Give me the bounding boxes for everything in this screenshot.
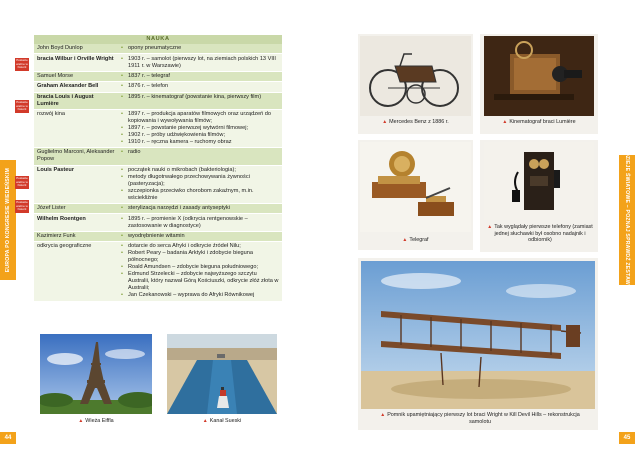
- telegraph-caption-text: Telegraf: [409, 237, 429, 243]
- left-chapter-tab: [0, 160, 16, 280]
- person-name: bracia Louis i August Lumière: [34, 92, 118, 109]
- table-row: [34, 148, 282, 165]
- lumiere-caption-text: Kinematograf braci Lumière: [509, 119, 576, 125]
- lumiere-photo: [484, 36, 594, 116]
- achievements-cell: [118, 54, 282, 71]
- table-row: [34, 44, 282, 54]
- achievements-cell: [118, 148, 282, 165]
- person-name: bracia Wilbur i Orville Wright: [34, 54, 118, 71]
- achievement-item: • 1903 r. – samolot (pierwszy lot, na ziemiach polskich 13 VIII 1911 r. w Warszawie): [121, 56, 279, 70]
- table-row: [34, 92, 282, 109]
- triangle-icon: ▲: [202, 418, 208, 424]
- telegraph-caption: [360, 237, 471, 244]
- eiffel-tower-photo: [40, 334, 152, 414]
- benz-caption: [360, 119, 471, 126]
- achievement-item: • 1897 r. – powstanie pierwszej wytwórni filmowej;: [121, 125, 279, 132]
- margin-label: Postacie ważne w historii: [16, 200, 28, 211]
- telephone-photo: [484, 142, 594, 220]
- achievement-item: • 1876 r. – telefon: [121, 83, 279, 90]
- person-name: Józef Lister: [34, 204, 118, 214]
- person-name: John Boyd Dunlop: [34, 44, 118, 54]
- wright-caption: [380, 412, 580, 425]
- science-table: [34, 35, 282, 302]
- triangle-icon: ▲: [502, 119, 508, 125]
- triangle-icon: ▲: [78, 418, 84, 424]
- achievement-item: • początek nauki o mikrobach (bakteriologia);: [121, 167, 279, 174]
- achievements-cell: [118, 71, 282, 81]
- person-name: Wilhelm Roentgen: [34, 214, 118, 231]
- achievements-cell: [118, 82, 282, 92]
- triangle-icon: ▲: [380, 412, 386, 418]
- achievements-cell: [118, 165, 282, 203]
- triangle-icon: ▲: [382, 119, 388, 125]
- right-chapter-tab: [619, 140, 635, 300]
- achievements-cell: [118, 44, 282, 54]
- telegraph-photo: [360, 142, 471, 232]
- achievement-item: • 1902 r. – próby udźwiękowienia filmów;: [121, 132, 279, 139]
- triangle-icon: ▲: [487, 224, 493, 230]
- achievements-cell: [118, 231, 282, 241]
- table-row: [34, 165, 282, 203]
- person-name: Samuel Morse: [34, 71, 118, 81]
- achievements-cell: [118, 214, 282, 231]
- achievement-item: • Roald Amundsen – zdobycie bieguna południowego;: [121, 264, 279, 271]
- margin-label: Postacie ważne w historii: [16, 100, 28, 111]
- wright-caption-text: Pomnik upamiętniający pierwszy lot braci Wright w Kill Devil Hills – rekonstrukcja samolotu: [387, 412, 580, 425]
- table-row: [34, 71, 282, 81]
- margin-label: Postacie ważne w historii: [16, 58, 28, 69]
- table-header: NAUKA: [34, 35, 282, 44]
- achievements-cell: [118, 92, 282, 109]
- achievement-item: • 1895 r. – kinematograf (powstanie kina, pierwszy film): [121, 94, 279, 101]
- achievement-item: • dotarcie do serca Afryki i odkrycie źródeł Nilu;: [121, 243, 279, 250]
- person-name: odkrycia geograficzne: [34, 242, 118, 301]
- person-name: Guglielmo Marconi, Aleksander Popow: [34, 148, 118, 165]
- table-row: [34, 214, 282, 231]
- achievement-item: • 1910 r. – ręczna kamera – ruchomy obraz: [121, 139, 279, 146]
- achievement-item: • 1895 r. – promienie X (odkrycia rentgenowskie – zastosowanie w diagnostyce): [121, 216, 279, 230]
- achievement-item: • 1897 r. – produkcja aparatów filmowych oraz urządzeń do kopiowania i wywoływania filmów;: [121, 111, 279, 125]
- achievement-item: • 1837 r. – telegraf: [121, 73, 279, 80]
- person-name: Graham Alexander Bell: [34, 82, 118, 92]
- wright-monument-photo: [361, 261, 595, 409]
- table-row: [34, 204, 282, 214]
- achievements-cell: [118, 242, 282, 301]
- achievement-item: • sterylizacja narzędzi i zasady antyseptyki: [121, 205, 279, 212]
- achievement-item: • opony pneumatyczne: [121, 45, 279, 52]
- achievements-cell: [118, 204, 282, 214]
- lumiere-caption: [484, 119, 594, 126]
- person-name: Kazimierz Funk: [34, 231, 118, 241]
- suez-caption: [167, 418, 277, 425]
- table-row: [34, 54, 282, 71]
- margin-label: Postacie ważne w historii: [16, 176, 28, 187]
- person-name: rozwój kina: [34, 109, 118, 147]
- benz-photo: [360, 36, 471, 116]
- achievement-item: • metody długotrwałego przechowywania żywności (pasteryzacja);: [121, 174, 279, 188]
- achievement-item: • radio: [121, 149, 279, 156]
- achievement-item: • Edmund Strzelecki – zdobycie najwyższego szczytu Australii, który nazwał Górą Kościuszki, odkrycie złóż złota w Australii;: [121, 271, 279, 292]
- table-row: [34, 82, 282, 92]
- page-number-left: 44: [0, 432, 16, 444]
- telephone-caption: [484, 224, 596, 244]
- eiffel-caption: [40, 418, 152, 425]
- table-row: [34, 109, 282, 147]
- suez-canal-photo: [167, 334, 277, 414]
- page-number-right: 45: [619, 432, 635, 444]
- table-row: [34, 242, 282, 301]
- achievement-item: • wyodrębnienie witamin: [121, 233, 279, 240]
- table-row: [34, 231, 282, 241]
- achievement-item: • szczepionka przeciwko chorobom zakaźnym, m.in. wściekliźnie: [121, 188, 279, 202]
- achievement-item: • Robert Peary – badania Arktyki i zdobycie bieguna północnego;: [121, 250, 279, 264]
- suez-caption-text: Kanał Sueski: [209, 418, 242, 424]
- achievements-cell: [118, 109, 282, 147]
- eiffel-caption-text: Wieża Eiffla: [85, 418, 114, 424]
- right-chapter-title: LAT DZIEJE ŚWIATOWE – POZNAJ SPRAWDŹ ZESTAWIENIA: [624, 140, 630, 300]
- achievement-item: • Jan Czekanowski – wyprawa do Afryki Równikowej: [121, 292, 279, 299]
- person-name: Louis Pasteur: [34, 165, 118, 203]
- left-chapter-title: EUROPA PO KONGRESIE WIEDEŃSKIM: [5, 167, 11, 273]
- triangle-icon: ▲: [402, 237, 408, 243]
- telephone-caption-text: Tak wyglądały pierwsze telefony (zamiast jednej słuchawki był osobno nadajnik i odbiornik): [494, 224, 593, 244]
- benz-caption-text: Mercedes Benz z 1886 r.: [389, 119, 449, 125]
